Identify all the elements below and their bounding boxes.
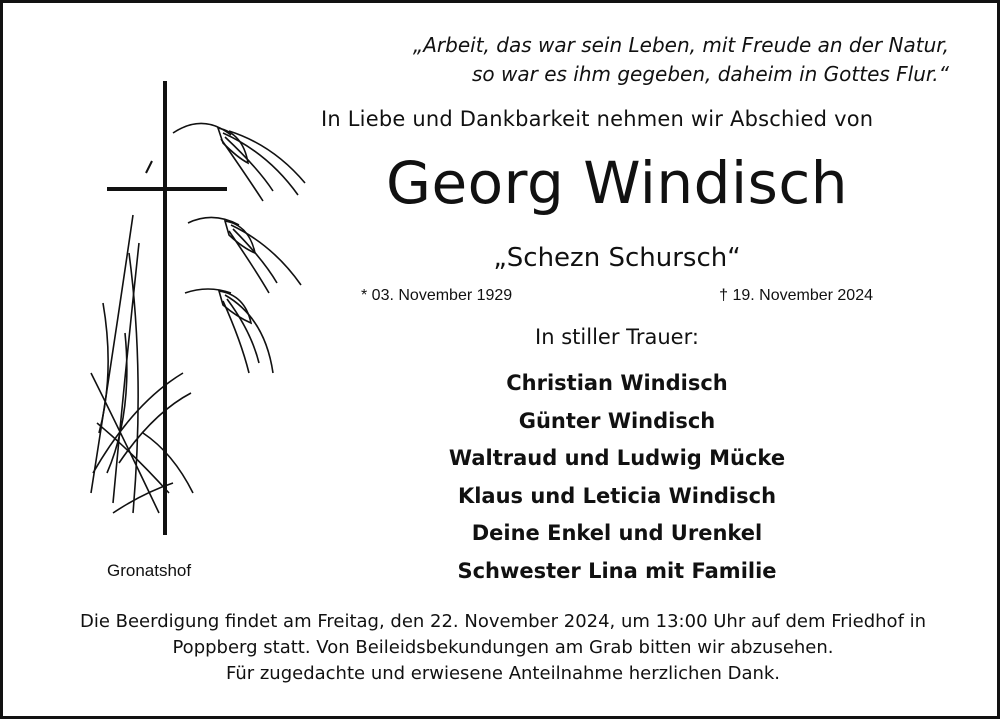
death-date: † 19. November 2024 [719,287,873,304]
motto-quote [309,31,949,89]
mourners-list [321,365,913,590]
intro-text: In Liebe und Dankbarkeit nehmen wir Abschied von [321,107,874,131]
mourner-item: Christian Windisch [506,371,728,395]
mourner-item: Günter Windisch [518,408,716,433]
place-name: Gronatshof [107,561,192,580]
announcement-line-3: Für zugedachte und erwiesene Anteilnahme herzlichen Dank. [225,663,781,684]
announcement-line-2: Poppberg statt. Von Beileidsbekundungen am Grab bitten wir abzusehen. [172,637,834,658]
mourner-item: Klaus und Leticia Windisch [457,483,777,508]
funeral-announcement [33,609,973,687]
deceased-nickname: „Schezn Schursch“ [493,243,741,273]
mourner-item: Deine Enkel und Urenkel [471,521,763,545]
motto-line-1: „Arbeit, das war sein Leben, mit Freude an der Natur, [412,33,949,57]
motto-line-2: so war es ihm gegeben, daheim in Gottes Flur.“ [471,62,949,86]
mourning-label: In stiller Trauer: [535,325,699,349]
cross-icon [107,81,227,535]
birth-date: * 03. November 1929 [361,287,513,304]
wheat-ears-icon [91,123,305,513]
cross-and-wheat-illustration [73,73,313,543]
mourner-item: Schwester Lina mit Familie [457,558,777,583]
announcement-line-1: Die Beerdigung findet am Freitag, den 22. November 2024, um 13:00 Uhr auf dem Friedhof in [79,611,927,632]
deceased-name: Georg Windisch [386,149,848,217]
mourner-item: Waltraud und Ludwig Mücke [448,446,786,470]
